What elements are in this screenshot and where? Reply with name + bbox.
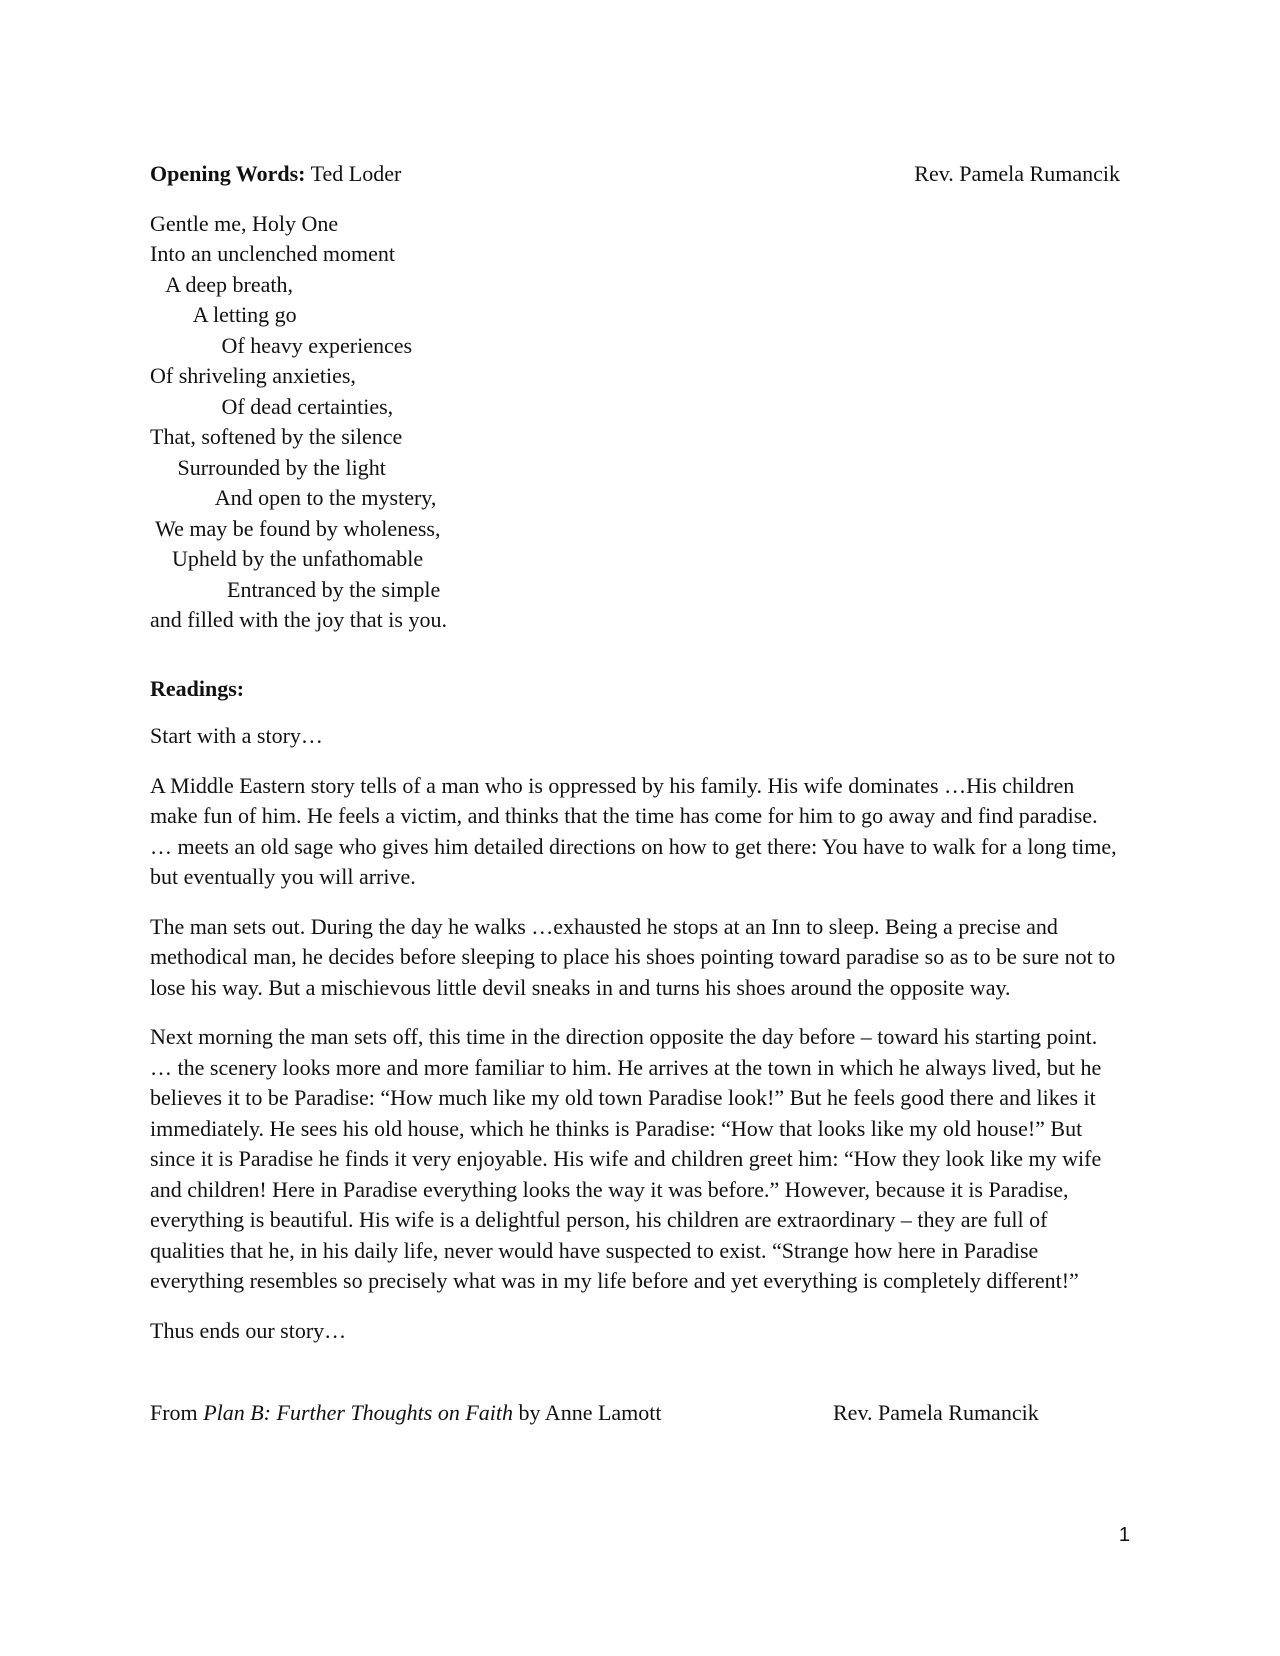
poem-line: Of heavy experiences [150,332,413,358]
readings-heading: Readings: [150,675,245,701]
opening-minister: Rev. Pamela Rumancik [914,161,1120,186]
poem-line: Surrounded by the light [150,454,386,480]
poem-line: Into an unclenched moment [150,241,395,266]
poem-line: And open to the mystery, [150,485,437,510]
poem-line: Gentle me, Holy One [150,210,339,236]
reading-paragraph: Thus ends our story… [150,1317,347,1343]
poem [150,209,1120,636]
source-minister: Rev. Pamela Rumancik [833,1400,1039,1425]
source-prefix: From [150,1400,204,1425]
reading-paragraph: Start with a story… [150,723,323,748]
opening-credit [150,159,401,190]
poem-line: Of shriveling anxieties, [150,363,356,388]
source-title: Plan B: Further Thoughts on Faith [203,1400,514,1425]
page-number: 1 [1118,1524,1130,1546]
opening-header [150,159,1120,190]
poem-line: Upheld by the unfathomable [150,546,424,571]
poem-line: A deep breath, [150,271,293,297]
poem-line: That, softened by the silence [150,424,403,449]
source-credit-row [150,1398,1120,1429]
poem-line: Of dead certainties, [150,393,394,419]
poem-line: Entranced by the simple [150,576,441,602]
poem-line: We may be found by wholeness, [150,515,441,541]
source-credit [150,1398,833,1429]
poem-line: A letting go [150,302,297,327]
spacer [150,1346,1120,1398]
reading-paragraph: A Middle Eastern story tells of a man who is oppressed by his family. His wife dominates …His children make fun of him. He feels a victim, and thinks that the time has come for him to go away and find paradise. … meets an old sage who gives him detailed directions on how to get there: You have to walk for a long time, but eventually you will arrive. [150,772,1117,889]
opening-author: Ted Loder [305,161,402,186]
document-page [150,159,1120,1429]
poem-line: and filled with the joy that is you. [150,607,447,632]
source-author: by Anne Lamott [513,1400,662,1425]
reading-paragraph: The man sets out. During the day he walks …exhausted he stops at an Inn to sleep. Being a precise and methodical man, he decides before sleeping to place his shoes pointing toward paradise so as to be sure not to lose his way. But a mischievous little devil sneaks in and turns his shoes around the opposite way. [150,913,1116,1000]
reading-paragraph: Next morning the man sets off, this time in the direction opposite the day before – toward his starting point. … the scenery looks more and more familiar to him. He arrives at the town in which he always lived, but he believes it to be Paradise: “How much like my old town Paradise look!” But he feels good there and likes it immediately. He sees his old house, which he thinks is Paradise: “How that looks like my old house!” But since it is Paradise he finds it very enjoyable. His wife and children greet him: “How they look like my wife and children! Here in Paradise everything looks the way it was before.” However, because it is Paradise, everything is beautiful. His wife is a delightful person, his children are extraordinary – they are full of qualities that he, in his daily life, never would have suspected to exist. “Strange how here in Paradise everything resembles so precisely what was in my life before and yet everything is completely different!” [150,1024,1102,1293]
opening-label: Opening Words: [150,161,306,186]
